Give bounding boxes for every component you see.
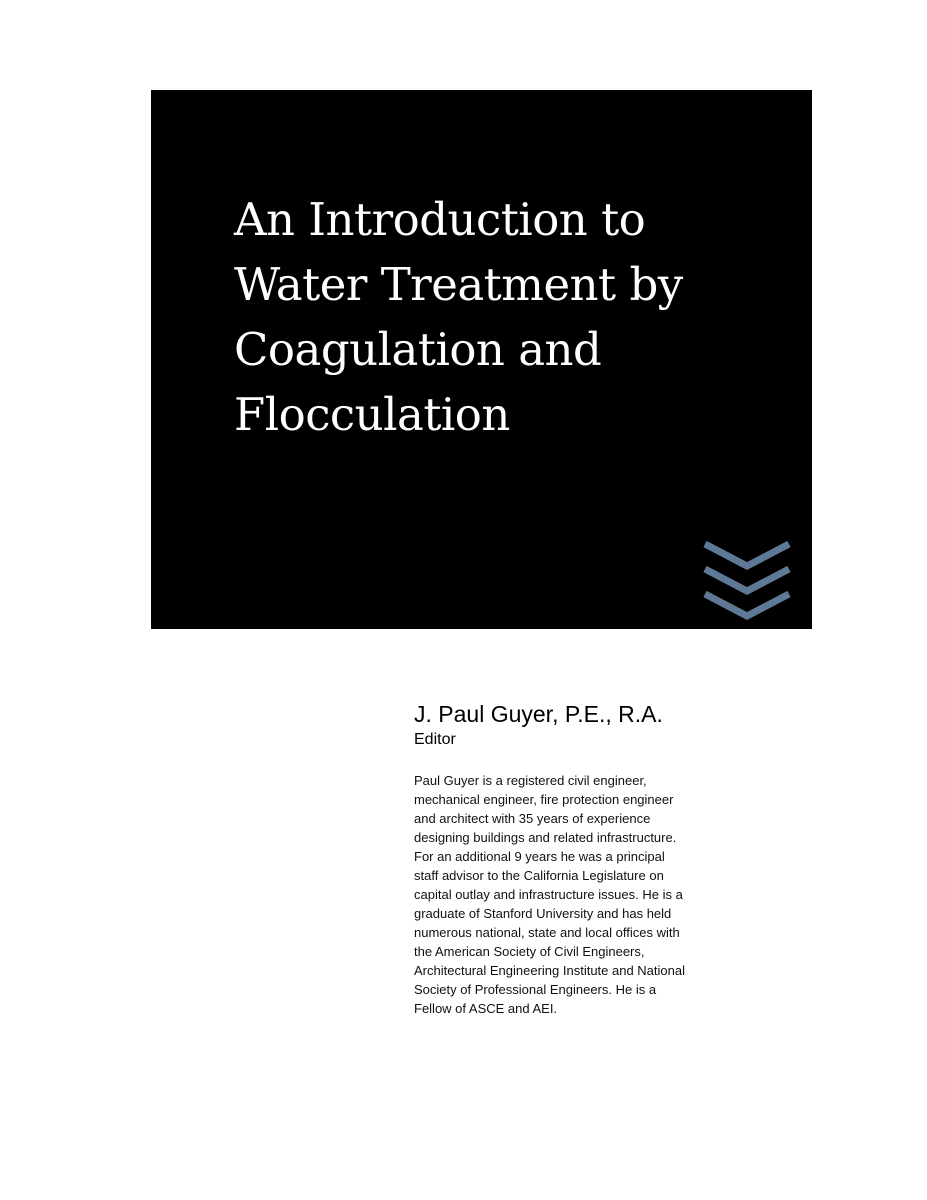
bio-line: Society of Professional Engineers. He is a <box>414 982 657 997</box>
bio-line: capital outlay and infrastructure issues. He is a <box>414 887 683 902</box>
title-line: Coagulation and <box>234 323 602 376</box>
bio-line: designing buildings and related infrastructure. <box>414 830 677 845</box>
bio-line: staff advisor to the California Legislature on <box>414 868 664 883</box>
author-bio <box>414 771 770 1018</box>
cover-panel <box>151 90 812 629</box>
title-line: Water Treatment by <box>234 258 683 311</box>
title-line: An Introduction to <box>234 193 646 246</box>
triple-chevron-down-icon <box>701 538 793 620</box>
bio-line: and architect with 35 years of experience <box>414 811 651 826</box>
author-role: Editor <box>414 731 456 748</box>
bio-line: mechanical engineer, fire protection engineer <box>414 792 674 807</box>
bio-line: graduate of Stanford University and has held <box>414 906 672 921</box>
book-title <box>234 187 794 447</box>
bio-line: the American Society of Civil Engineers, <box>414 944 645 959</box>
bio-line: numerous national, state and local offices with <box>414 925 680 940</box>
bio-line: For an additional 9 years he was a principal <box>414 849 665 864</box>
bio-line: Paul Guyer is a registered civil engineer, <box>414 773 647 788</box>
bio-line: Fellow of ASCE and AEI. <box>414 1001 558 1016</box>
bio-line: Architectural Engineering Institute and National <box>414 963 685 978</box>
title-line: Flocculation <box>234 388 510 441</box>
author-name: J. Paul Guyer, P.E., R.A. <box>414 701 663 727</box>
author-block <box>414 700 794 1018</box>
